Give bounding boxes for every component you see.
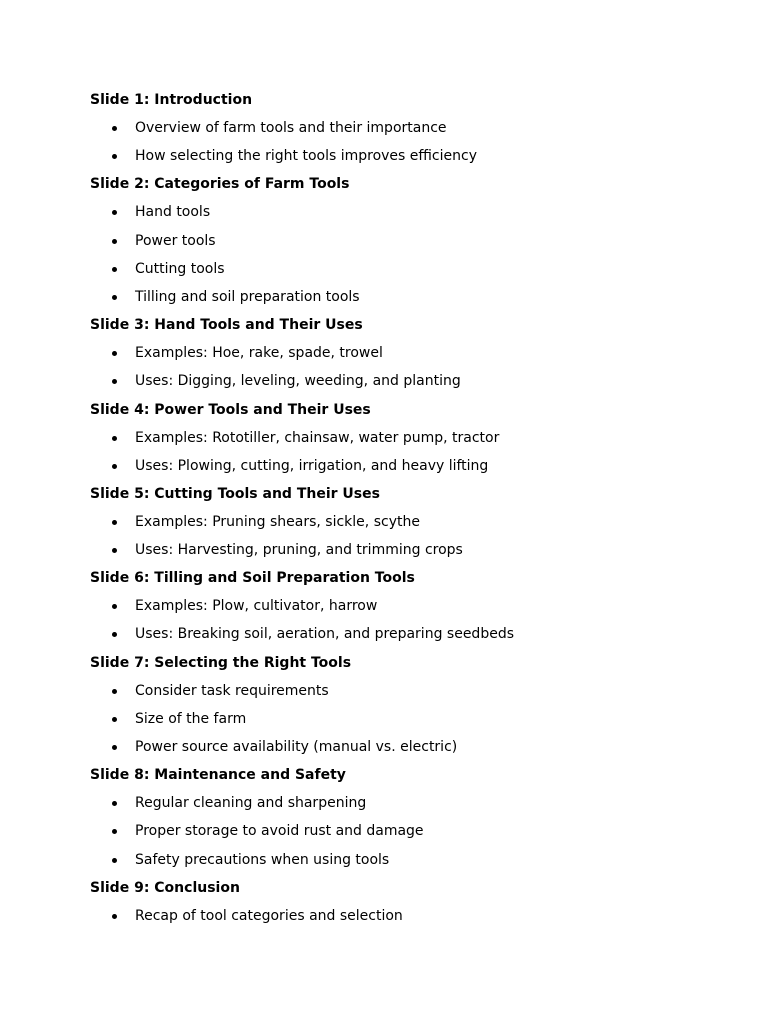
list-item-text: Safety precautions when using tools	[135, 851, 390, 868]
list-item-text: Hand tools	[135, 204, 211, 221]
list-item	[90, 850, 730, 870]
list-item-text: Uses: Breaking soil, aeration, and preparing seedbeds	[135, 626, 514, 643]
slide-heading: Slide 5: Cutting Tools and Their Uses	[90, 485, 380, 502]
slide-section	[90, 315, 730, 391]
slide-section	[90, 878, 730, 926]
bullet-list	[90, 512, 730, 560]
list-item	[90, 202, 730, 222]
bullet-icon	[112, 295, 117, 300]
list-item	[90, 428, 730, 448]
bullet-icon	[112, 126, 117, 131]
bullet-icon	[112, 604, 117, 609]
bullet-icon	[112, 154, 117, 159]
list-item-text: Proper storage to avoid rust and damage	[135, 823, 424, 840]
list-item	[90, 540, 730, 560]
bullet-icon	[112, 548, 117, 553]
bullet-icon	[112, 914, 117, 919]
list-item-text: Overview of farm tools and their importance	[135, 120, 447, 136]
slide-heading: Slide 9: Conclusion	[90, 879, 240, 896]
bullet-icon	[112, 829, 117, 834]
bullet-list	[90, 681, 730, 757]
slide-section	[90, 765, 730, 869]
bullet-icon	[112, 689, 117, 694]
bullet-icon	[112, 239, 117, 244]
list-item-text: Examples: Hoe, rake, spade, trowel	[135, 345, 383, 362]
bullet-icon	[112, 210, 117, 215]
slide-heading: Slide 8: Maintenance and Safety	[90, 767, 346, 784]
list-item	[90, 737, 730, 757]
list-item-text: Examples: Rototiller, chainsaw, water pump, tractor	[135, 429, 500, 446]
list-item-text: Size of the farm	[135, 710, 247, 727]
bullet-icon	[112, 436, 117, 441]
slide-section	[90, 90, 730, 166]
slide-section	[90, 174, 730, 307]
bullet-list	[90, 343, 730, 391]
bullet-icon	[112, 632, 117, 637]
bullet-icon	[112, 858, 117, 863]
list-item-text: Consider task requirements	[135, 682, 329, 699]
list-item	[90, 596, 730, 616]
bullet-list	[90, 906, 730, 926]
list-item-text: Uses: Harvesting, pruning, and trimming crops	[135, 542, 463, 559]
slide-section	[90, 400, 730, 476]
list-item	[90, 287, 730, 307]
bullet-list	[90, 596, 730, 644]
list-item	[90, 456, 730, 476]
list-item-text: Uses: Plowing, cutting, irrigation, and heavy lifting	[135, 457, 489, 474]
slide-heading: Slide 6: Tilling and Soil Preparation Tools	[90, 570, 415, 587]
list-item-text: Tilling and soil preparation tools	[135, 288, 360, 305]
slide-section	[90, 568, 730, 644]
slide-heading: Slide 3: Hand Tools and Their Uses	[90, 317, 363, 334]
list-item	[90, 371, 730, 391]
list-item-text: How selecting the right tools improves efficiency	[135, 148, 477, 165]
list-item-text: Power source availability (manual vs. electric)	[135, 739, 458, 755]
bullet-icon	[112, 464, 117, 469]
list-item	[90, 146, 730, 166]
list-item	[90, 343, 730, 363]
bullet-list	[90, 202, 730, 307]
list-item	[90, 793, 730, 813]
slide-section	[90, 484, 730, 560]
list-item	[90, 681, 730, 701]
list-item	[90, 512, 730, 532]
list-item-text: Recap of tool categories and selection	[135, 907, 403, 924]
document-page	[90, 90, 730, 934]
list-item-text: Uses: Digging, leveling, weeding, and planting	[135, 373, 461, 390]
list-item-text: Power tools	[135, 232, 216, 249]
list-item	[90, 231, 730, 251]
slide-heading: Slide 1: Introduction	[90, 92, 253, 108]
slide-heading: Slide 7: Selecting the Right Tools	[90, 654, 352, 671]
bullet-icon	[112, 801, 117, 806]
list-item-text: Cutting tools	[135, 260, 225, 277]
bullet-list	[90, 118, 730, 166]
bullet-icon	[112, 717, 117, 722]
bullet-icon	[112, 520, 117, 525]
bullet-list	[90, 793, 730, 869]
list-item	[90, 821, 730, 841]
list-item-text: Regular cleaning and sharpening	[135, 795, 367, 812]
list-item	[90, 624, 730, 644]
list-item-text: Examples: Plow, cultivator, harrow	[135, 598, 378, 615]
slide-section	[90, 653, 730, 757]
list-item	[90, 906, 730, 926]
bullet-list	[90, 428, 730, 476]
bullet-icon	[112, 745, 117, 750]
bullet-icon	[112, 267, 117, 272]
slide-heading: Slide 2: Categories of Farm Tools	[90, 176, 350, 193]
bullet-icon	[112, 379, 117, 384]
bullet-icon	[112, 351, 117, 356]
list-item	[90, 259, 730, 279]
list-item-text: Examples: Pruning shears, sickle, scythe	[135, 513, 420, 530]
list-item	[90, 709, 730, 729]
slide-heading: Slide 4: Power Tools and Their Uses	[90, 401, 371, 418]
list-item	[90, 118, 730, 138]
